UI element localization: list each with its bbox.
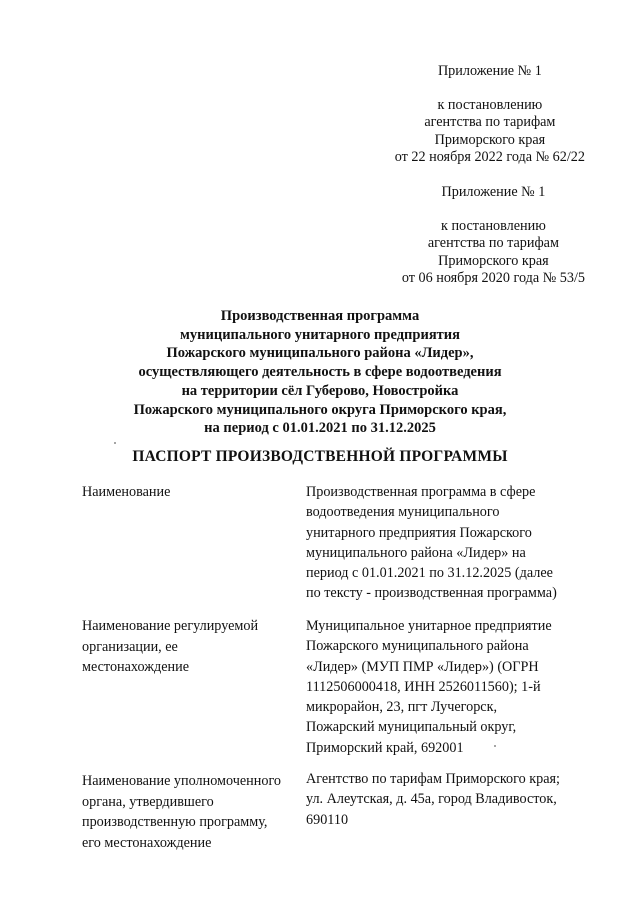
appendix-current-line: агентства по тарифам	[424, 114, 556, 131]
program-title-line: Производственная программа	[220, 308, 420, 324]
program-title-line: на период с 01.01.2021 по 31.12.2025	[204, 420, 436, 437]
program-title	[0, 307, 640, 438]
passport-row-value: Муниципальное унитарное предприятие Пожарского муниципального района «Лидер» (МУП ПМР «Лидер») (ОГРН 1112506000418, ИНН 2526011560); 1-й микрорайон, 23, пгт Лучегорск, Пожарский муниципальный округ, Приморский край, 692001	[306, 618, 552, 756]
program-title-line: Пожарского муниципального района «Лидер»,	[166, 345, 474, 362]
appendix-original-line: к постановлению	[441, 217, 546, 234]
program-title-line: муниципального унитарного предприятия	[180, 326, 460, 343]
program-title-line: осуществляющего деятельность в сфере водоотведения	[138, 364, 502, 381]
program-title-line: на территории сёл Губерово, Новостройка	[181, 382, 459, 399]
appendix-original-date: от 06 ноября 2020 года № 53/5	[401, 270, 585, 287]
scan-speck	[114, 442, 116, 444]
passport-row-label: Наименование	[82, 484, 171, 500]
passport-row-label: Наименование уполномоченного органа, утвердившего производственную программу, его местонахождение	[82, 773, 281, 851]
appendix-original-line: агентства по тарифам	[427, 235, 559, 252]
appendix-current-line: Приморского края	[434, 131, 546, 148]
scan-speck	[494, 745, 496, 747]
appendix-original-line: Приморского края	[438, 252, 549, 269]
program-title-line: Пожарского муниципального округа Приморского края,	[133, 401, 507, 418]
passport-row-value: Производственная программа в сфере водоотведения муниципального унитарного предприятия Пожарского муниципального района «Лидер» на период с 01.01.2021 по 31.12.2025 (далее по тексту - производственная программа)	[306, 484, 557, 602]
passport-row-label: Наименование регулируемой организации, ее местонахождение	[82, 618, 259, 675]
appendix-current-date: от 22 ноября 2022 года № 62/22	[394, 149, 585, 166]
passport-row-value: Агентство по тарифам Приморского края; ул. Алеутская, д. 45а, город Владивосток, 690110	[306, 771, 561, 828]
passport-heading: ПАСПОРТ ПРОИЗВОДСТВЕННОЙ ПРОГРАММЫ	[132, 448, 508, 465]
appendix-current-title: Приложение № 1	[437, 63, 542, 79]
appendix-current	[395, 63, 585, 167]
appendix-original	[402, 184, 585, 288]
appendix-original-title: Приложение № 1	[441, 184, 546, 200]
appendix-current-line: к постановлению	[437, 96, 543, 113]
